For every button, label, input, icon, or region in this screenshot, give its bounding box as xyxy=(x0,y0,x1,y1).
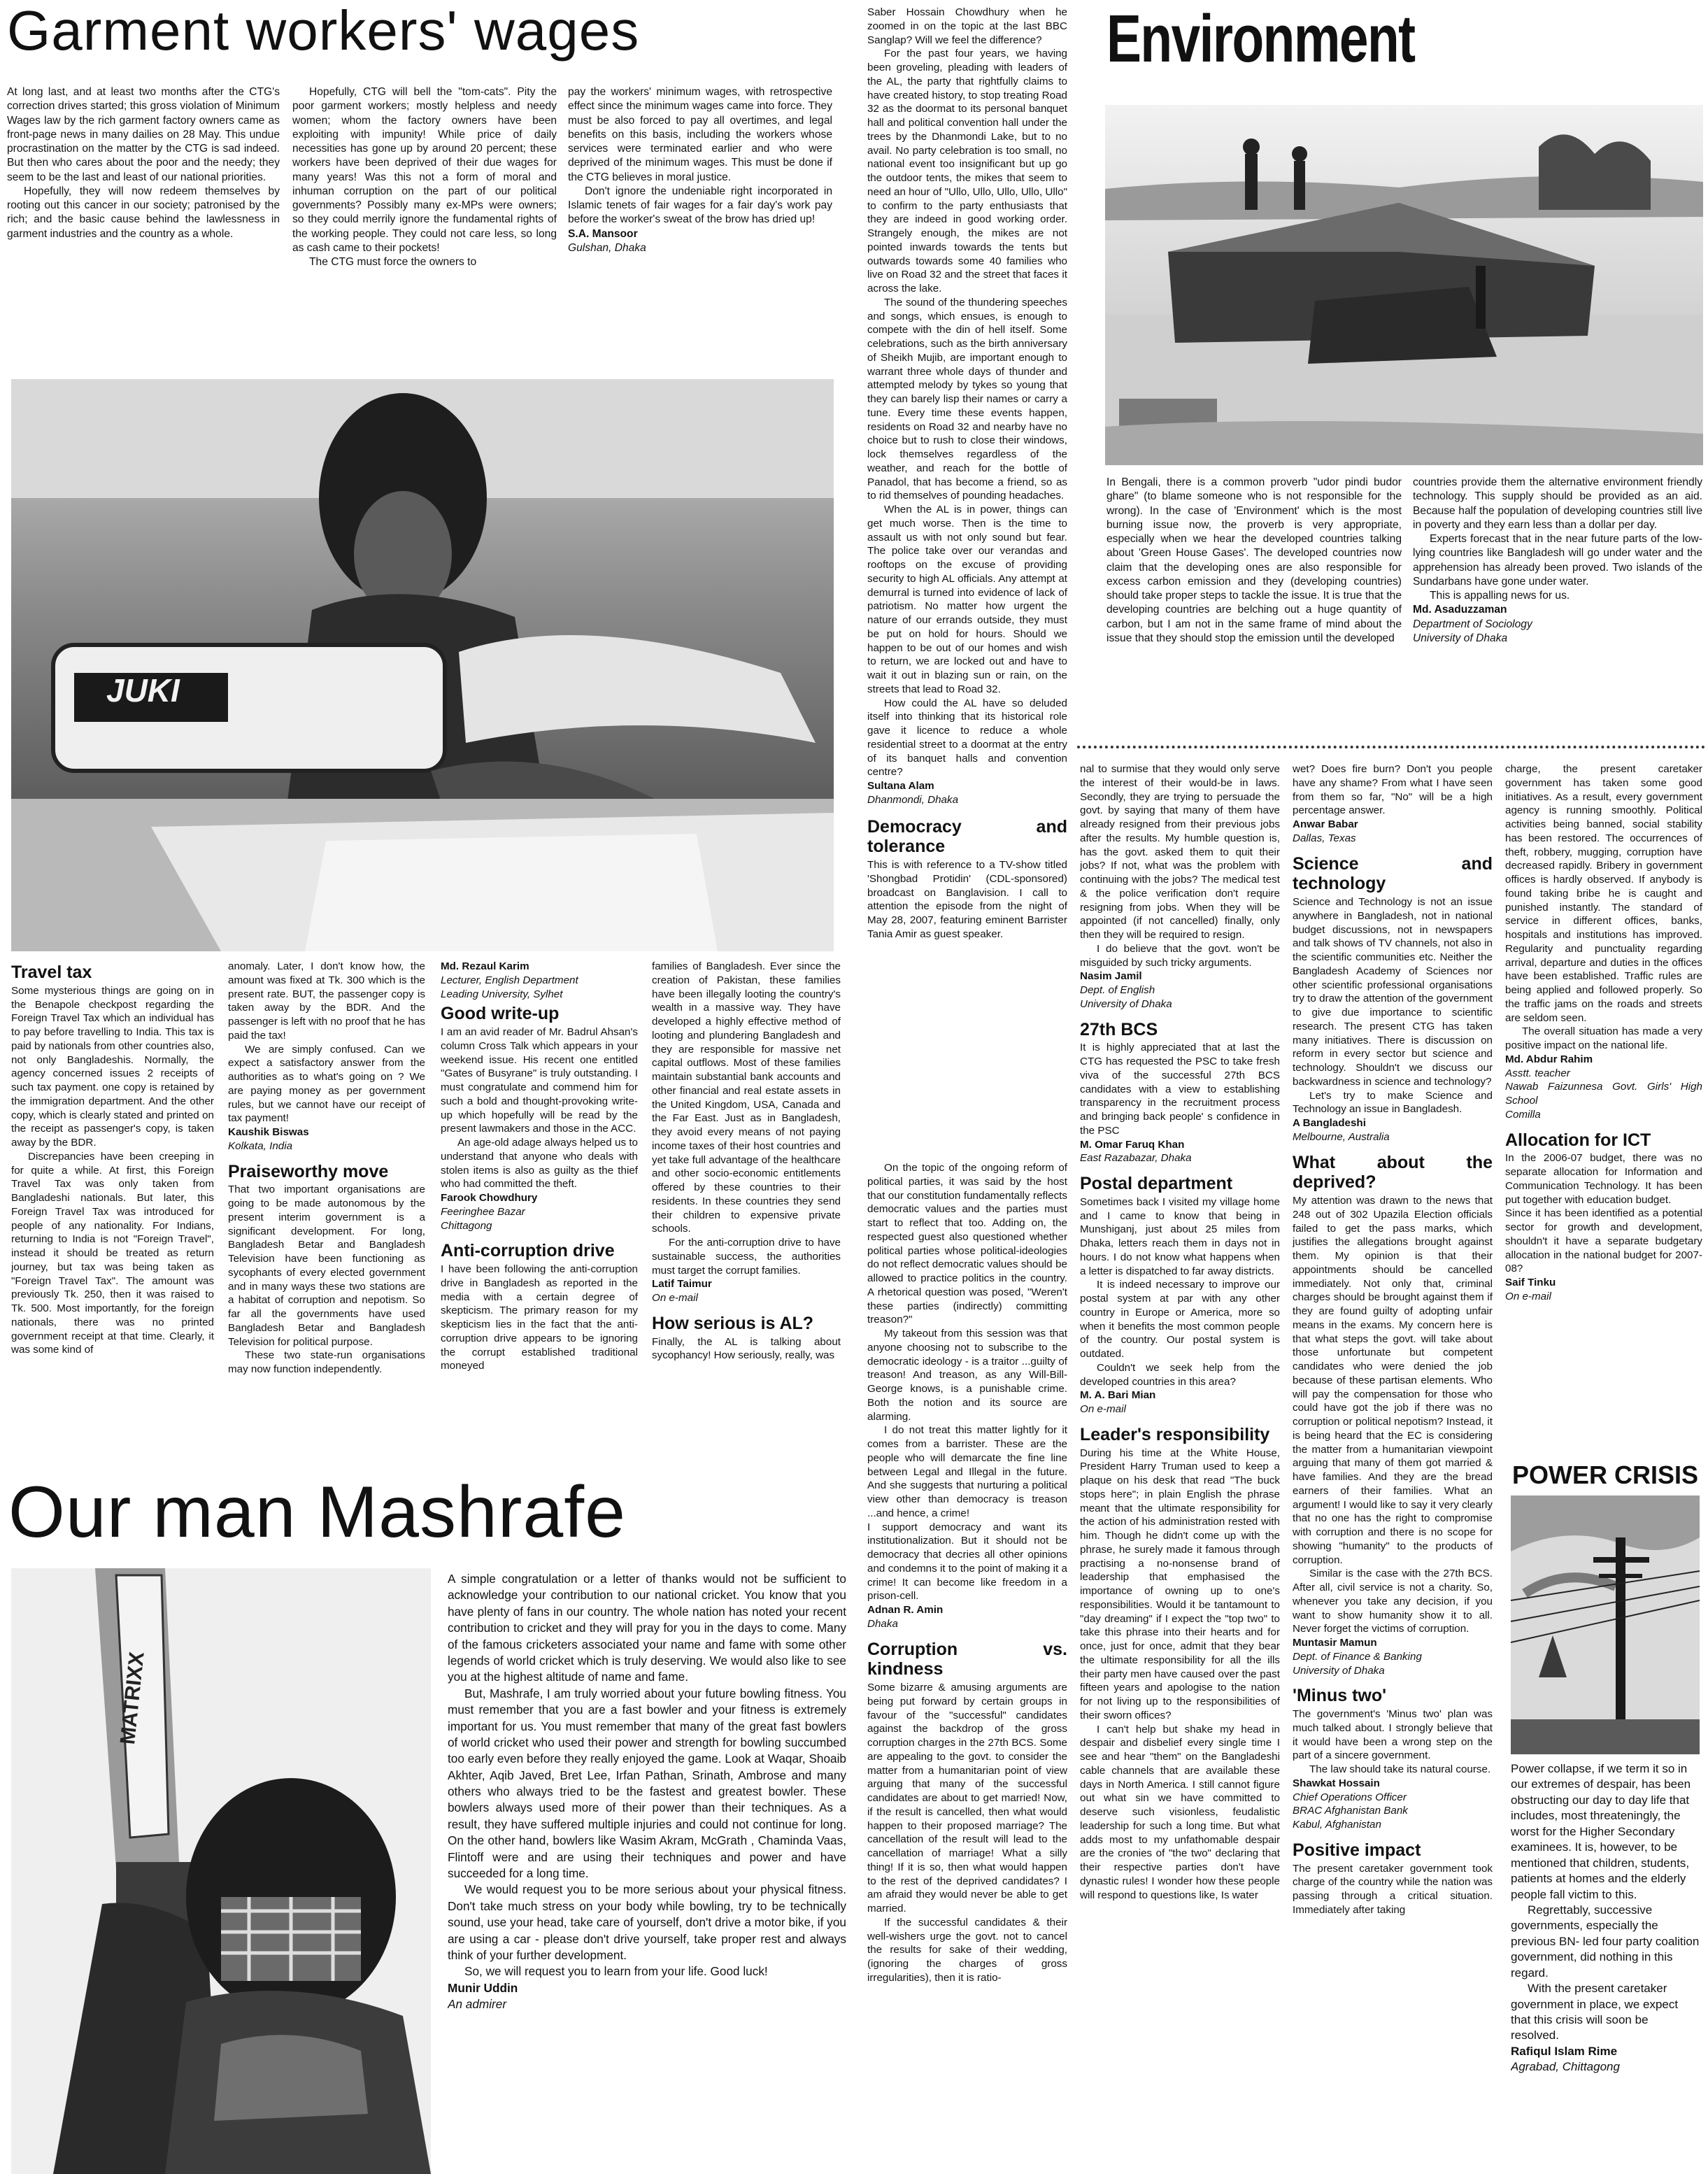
minus-title: 'Minus two' xyxy=(1293,1686,1387,1706)
science-para-2: Let's try to make Science and Technology an issue in Bangladesh. xyxy=(1293,1089,1493,1116)
section-divider xyxy=(1077,746,1705,748)
postal-location: On e-mail xyxy=(1080,1403,1126,1415)
goodwrite-location-1: Feeringhee Bazar xyxy=(441,1205,525,1218)
travel-location: Kolkata, India xyxy=(228,1139,293,1152)
travel-para-1: Some mysterious things are going on in the Benapole checkpost regarding the Foreign Travel Tax which an individual has to pay before travelling to India. This tax is paid by nationals from other countries also, not only Bangladeshis. Normally, the agency concerned issues 2 receipts of such tax payment. one copy is retained by the immigration department. And the other copy, which is clearly stated and printed on the receipt as passenger's copy, is taken away by the BDR. xyxy=(11,984,214,1149)
road32-para-3: The sound of the thundering speeches and songs, which ensues, is enough to compete with the din of hell itself. Some celebrations, such as the birth anniversary of Sheikh Mujib, are important enough to warrant three whole days of thunder and attempted melody by tykes so young that they can barely lisp their names or carry a tune. Every time these events happen, residents on Road 32 and nearby have no choice but to rush to close their windows, lock themselves regardless of the weather, and reach for the bottle of Panadol, that has become a friend, so as to rid themselves of pounding headaches. xyxy=(867,296,1067,502)
mashrafe-para-3: We would request you to be more serious about your physical fitness. Don't take much stress on your body while bowling, try to be technically sound, use your head, take care of yourself, don't drive a motor bike, if you are using a car - please don't drive yourself, take proper rest and always think of your further development. xyxy=(448,1882,846,1962)
minus-para-1: The government's 'Minus two' plan was much talked about. I strongly believe that it would have been a wrong step on the part of a sincere government. xyxy=(1293,1708,1493,1762)
garment-headline: Garment workers' wages xyxy=(7,0,640,62)
mashrafe-headline: Our man Mashrafe xyxy=(8,1472,626,1553)
positive-text: The present caretaker government took charge of the country while the nation was passing through a critical situation. Immediately after taking xyxy=(1293,1862,1493,1916)
environment-univ: University of Dhaka xyxy=(1413,632,1508,644)
nasim-dept: Dept. of English xyxy=(1080,984,1155,996)
kindness-para-1: Some bizarre & amusing arguments are being put forward by certain groups in favour of the "successful" candidates against the backdrop of the gross corruption charges in the 27th BCS. Some are appealing to the govt. to consider the matter from a humanitarian point of view arguing that many of the successful candidates are about to get married! Now, if the result is cancelled, then what would happen to their proposed marriage? The cancellation of the result will lead to the cancellation of marriage! What a silly thing! If it is so, then what would happen to the rest of the deprived candidates? I am afraid they would never be able to get married. xyxy=(867,1682,1067,1914)
bcs-location: East Razabazar, Dhaka xyxy=(1080,1152,1192,1165)
bcs-title: 27th BCS xyxy=(1080,1019,1158,1039)
goodwrite-para-1: I am an avid reader of Mr. Badrul Ahsan's column Cross Talk which appears in your weekend issue. His recent one entitled "Gates of Busyrane" is truly outstanding. I must congratulate and commend him for such a bold and thought-provoking write-up which hopefully will be read by the present lawmakers and those in the ACC. xyxy=(441,1026,638,1135)
power-para-1: Power collapse, if we term it so in our extremes of despair, has been obstructing our day to day life that includes, most threateningly, the worst for the Higher Secondary examinees. It is, however, to be mentioned that children, students, patients at homes and the elderly people fall victim to this. xyxy=(1511,1762,1691,1901)
road32-para-2: For the past four years, we having been groveling, pleading with leaders of the AL, the party that rightfully claims to have created history, to stop treating Road 32 as the doormat to its personal banquet hall and political convention hall under the trees by the Dhanmondi Lake, but to no avail. No party celebration is too small, no national event too insignificant but up go the outdoor tents, the mikes that seem to need an hour of "Ullo, Ullo, Ullo, Ullo, Ullo" to confirm to the party enthusiasts that they are indeed in good working order. Strangely enough, the mikes are not pointed inwards towards the tents but outwards towards some 40 families who live on Road 32 and the street that faces it across the lake. xyxy=(867,48,1067,294)
democracy-title: Democracy and tolerance xyxy=(867,816,1067,857)
power-location: Agrabad, Chittagong xyxy=(1511,2060,1620,2074)
karim-univ: Leading University, Sylhet xyxy=(441,988,563,1000)
anwar-author: Anwar Babar xyxy=(1293,818,1358,830)
democracy-col xyxy=(867,1161,1067,2174)
power-para-3: With the present caretaker government in place, we expect that this crisis will soon be resolved. xyxy=(1511,1982,1679,2042)
anticorr-author: Latif Taimur xyxy=(652,1278,712,1291)
travel-para-4: We are simply confused. Can we expect a satisfactory answer from the authorities as to what's going on ? We are paying money as per government rules, but we cannot have our receipt of tax payment! xyxy=(228,1043,425,1125)
environment-para-1: In Bengali, there is a common proverb "udor pindi budor ghare" (to blame someone who is not responsible for the wrong). In the case of 'Environment' which is the most burning issue now, the proverb is very appropriate, especially when we hear the developed countries talking about 'Green House Gases'. The developed countries now claim that the developing ones are also responsible for excess carbon emission and they (developing countries) should take proper steps to tackle the issue. It is true that the developing countries are belching out a huge quantity of carbon, but I am not in the same frame of mind about the issue that they should stop the emission until the developed xyxy=(1106,476,1402,644)
environment-para-2: countries provide them the alternative environment friendly technology. This supply should be provided as an aid. Because half the population of developing countries still live in poverty and they earn less than a dollar per day. xyxy=(1413,476,1702,531)
road32-author: Sultana Alam xyxy=(867,780,934,792)
travel-col xyxy=(11,960,214,1469)
mashrafe-para-1: A simple congratulation or a letter of thanks would not be sufficient to acknowledge your contribution to our national cricket. You know that you have plenty of fans in our country. The whole nation has noted your recent contribution to cricket and they will pray for you in the days to come. Many of the famous cricketers associated your name and fame with some other legends of world cricket which is truly deserving. We would also like to see you at the highest altitude of name and fame. xyxy=(448,1572,846,1684)
deprived-para-2: Similar is the case with the 27th BCS. After all, civil service is not a charity. So, whenever you take any decision, if you want to show humanity show it to all. Never forget the victims of corruption. xyxy=(1293,1568,1493,1635)
travel-para-3: anomaly. Later, I don't know how, the amount was fixed at Tk. 300 which is the present rate. BUT, the passenger copy is taken away by the BDR. And the passenger is left with no proof that he has paid the tax! xyxy=(228,960,425,1042)
democracy-para-4: I do not treat this matter lightly for it comes from a barrister. These are the people who will demarcate the fine line between Legal and Illegal in the future. And she suggests that nurturing a political view other than democracy is treason ...and hence, a crime! xyxy=(867,1424,1067,1519)
travel-para-2: Discrepancies have been creeping in for quite a while. At first, this Foreign Travel Tax was only taken from Bangladeshi nationals. But later, this Foreign Travel Tax was introduced for people of any nationality. For Indians, returning to India is not "Foreign Travel", instead it should be treated as return journey, but tax was being taken as "Foreign Travel Tax". The amount was previously Tk. 250, then it was raised to Tk. 500. Most importantly, for the foreign nationals, there was no printed government receipt at that time. Clearly, it was some kind of xyxy=(11,1150,214,1356)
environment-para-4: This is appalling news for us. xyxy=(1430,590,1570,602)
road32-para-5: How could the AL have so deluded itself into thinking that its historical role gave it licence to reduce a whole residential street to a doormat at the entry of its banquet halls and convention centre? xyxy=(867,697,1067,779)
garment-para-3: Hopefully, CTG will bell the "tom-cats". Pity the poor garment workers; mostly helpless and needy women; whom the factory owners have been exploiting with impunity! While price of daily necessities has gone up by around 20 percent; these workers have been deprived of their due wages for many years! Was this not a form of moral and inhuman corruption on the part of our political governments? Possibly many ex-MPs were owners; so they could merrily ignore the fundamental rights of the working people. They could not care less, so long as cash came to their pockets! xyxy=(292,86,557,254)
goodwrite-col xyxy=(441,960,638,1469)
postal-para-2: It is indeed necessary to improve our postal system at par with any other country in Europe or America, more so when it benefits the most common people of the country. Our postal system is outdated. xyxy=(1080,1279,1280,1360)
anwar-location: Dallas, Texas xyxy=(1293,832,1356,844)
col6-cont-1: nal to surmise that they would only serve the interest of their would-be in laws. Secondly, they are trying to persuade the govt. by saying that many of them have already resigned from their previous jobs after the results. My humble question is, has the govt. asked them to quit their jobs? If not, what was the problem with continuing with the jobs? The medical test & the police verification don't require resigning from jobs. When they will be appointed (if not cancelled) finally, only then they will be required to resign. xyxy=(1080,763,1280,941)
garment-para-4: The CTG must force the owners to xyxy=(309,256,477,269)
anticorr-para-2: families of Bangladesh. Ever since the creation of Pakistan, these families have been illegally looting the country's wealth in a massive way. They have developed a highly effective method of looting and plundering Bangladesh and they are responsible for massive net capital outflows. Most of these families maintain substantial bank accounts and other financial and real estate assets in the United Kingdom, USA, Canada and the Far East. Just as in Bangladesh, they avoid every means of not paying income taxes of their host countries and yet take full advantage of the healthcare and other socio-economic entitlements offered by these countries to their residents. In these countries they send their children to expensive private schools. xyxy=(652,960,841,1235)
mashrafe-para-4: So, we will request you to learn from your life. Good luck! xyxy=(464,1964,768,1979)
serious-text: Finally, the AL is talking about sycophancy! How seriously, really, was xyxy=(652,1335,841,1362)
ict-location: On e-mail xyxy=(1505,1290,1551,1302)
col7-cont: wet? Does fire burn? Don't you people have any shame? From what I have seen from them so far, "No" will be a high percentage answer. xyxy=(1293,763,1493,817)
rahim-role: Asstt. teacher xyxy=(1505,1067,1570,1079)
goodwrite-para-2: An age-old adage always helped us to understand that anyone who deals with stolen items is also as guilty as the thief who had committed the theft. xyxy=(441,1137,638,1191)
democracy-location: Dhaka xyxy=(867,1617,898,1630)
power-text xyxy=(1511,1761,1700,2174)
mashrafe-role: An admirer xyxy=(448,1997,507,2012)
praise-title: Praiseworthy move xyxy=(228,1161,389,1181)
anticorr-col xyxy=(652,960,841,1469)
science-location: Melbourne, Australia xyxy=(1293,1130,1390,1143)
deprived-para-1: My attention was drawn to the news that 248 out of 302 Upazila Election officials failed to get the pass marks, which justifies the allegations brought against them. My opinion is that their appointments should be cancelled immediately. Not only that, criminal charges should be brought against them if they are found guilty of adopting unfair means in the exams. My concern here is that what steps the govt. will take about those unfortunate but competent candidates who were denied the job because of these partisan elements. Who will pay the compensation for those who could have got the job if there was no corruption or political nepotism? Instead, it is being heard that the EC is considering the matter from a humanitarian viewpoint arguing that many of them got married & have families. And they are the bread earners of their families. What an argument! I would like to say it very clearly that no one has the right to compromise with corruption and there is no scope for showing "humanity" to the products of corruption. xyxy=(1293,1195,1493,1566)
environment-para-3: Experts forecast that in the near future parts of the low-lying countries like Bangladesh will go under water and the apprehension has already been proved. Two islands of the Sundarbans have gone under water. xyxy=(1413,533,1702,588)
minus-role: Chief Operations Officer xyxy=(1293,1791,1407,1803)
goodwrite-location-2: Chittagong xyxy=(441,1219,492,1232)
col8-para-2: The overall situation has made a very positive impact on the national life. xyxy=(1505,1025,1702,1051)
bcs-author: M. Omar Faruq Khan xyxy=(1080,1138,1185,1151)
rahim-place: Comilla xyxy=(1505,1108,1541,1121)
col8 xyxy=(1505,762,1702,1434)
mashrafe-author: Munir Uddin xyxy=(448,1980,518,1995)
travel-cont-col xyxy=(228,960,425,1469)
deprived-dept: Dept. of Finance & Banking xyxy=(1293,1650,1422,1663)
leader-para-2: I can't help but shake my head in despair and disbelief every single time I see and hear "them" on the Bangladeshi cable channels that are available these days in North America. I still cannot figure out what sin we have committed to deserve such visionless, feudalistic leadership for such a long time. But what adds most to my unfathomable despair are the cronies of "the two" declaring that their respective parties don't have dynastic rules! I wonder how these people will respond to questions like, Is water xyxy=(1080,1723,1280,1901)
power-para-2: Regrettably, successive governments, especially the previous BN- led four party coalition government, did nothing in this regard. xyxy=(1511,1903,1700,1980)
ict-para-2: Since it has been identified as a potential sector for growth and development, shouldn't it have a separate budgetary allocation in the national budget for 2007-08? xyxy=(1505,1207,1702,1275)
kindness-para-2: If the successful candidates & their well-wishers urge the govt. not to cancel the results for sake of their wedding, (ignoring the charges of gross irregularities), then it is ratio- xyxy=(867,1916,1067,1984)
democracy-author: Adnan R. Amin xyxy=(867,1604,944,1616)
power-pylon-photo xyxy=(1511,1495,1700,1754)
road32-para-1: Saber Hossain Chowdhury when he zoomed in on the topic at the last BBC Sanglap? Will we feel the difference? xyxy=(867,6,1067,46)
anticorr-title: Anti-corruption drive xyxy=(441,1241,615,1261)
science-title: Science and technology xyxy=(1293,853,1493,894)
positive-title: Positive impact xyxy=(1293,1840,1421,1860)
environment-flood-photo xyxy=(1105,105,1703,465)
power-title: POWER CRISIS xyxy=(1511,1461,1699,1489)
serious-title: How serious is AL? xyxy=(652,1313,814,1333)
environment-col-2 xyxy=(1413,476,1702,717)
science-author: A Bangladeshi xyxy=(1293,1117,1366,1129)
travel-author: Kaushik Biswas xyxy=(228,1126,309,1138)
road32-col xyxy=(867,6,1067,1153)
democracy-para-1: This is with reference to a TV-show titled 'Shongbad Protidin' (CDL-sponsored) broadcast on Banglavision. I call to attention the episode from the night of May 28, 2007, featuring eminent Barrister Tania Amir as guest speaker. xyxy=(867,859,1067,940)
karim-author: Md. Rezaul Karim xyxy=(441,960,529,972)
anticorr-para-3: For the anti-corruption drive to have sustainable success, the authorities must target the corrupt families. xyxy=(652,1237,841,1277)
praise-para-1: That two important organisations are going to be made autonomous by the present interim government is a significant development. For long, Bangladesh Betar and Bangladesh Television have been functioning as sycophants of every elected government and in many ways these two stations are a habitat of corruption and nepotism. So far all the governments have used Bangladesh Betar and Bangladesh Television for political purpose. xyxy=(228,1184,425,1348)
environment-title: Environment xyxy=(1106,1,1415,76)
rahim-author: Md. Abdur Rahim xyxy=(1505,1053,1593,1065)
col8-para-1: charge, the present caretaker government has taken some good initiatives. As a result, every government agency is running smoothly. Political activities being banned, social stability has been restored. The occurrences of theft, robbery, mugging, corruption have decreased rapidly. Bribery in government offices is hardly observed. If anybody is found taking bribe he is caught and punished instantly. The standard of service in different offices, banks, hospitals and institutions has improved. Regularity and punctuality regarding arrival, departure and duties in the offices have been established. Traffic rules are being applied and followed properly. So the traffic jams on the roads and streets are seldom seen. xyxy=(1505,763,1702,1024)
travel-title: Travel tax xyxy=(11,962,92,982)
garment-location: Gulshan, Dhaka xyxy=(568,241,646,254)
minus-location: Kabul, Afghanistan xyxy=(1293,1819,1381,1831)
anticorr-para-1: I have been following the anti-corruption drive in Bangladesh as reported in the media with a certain degree of skepticism. The primary reason for my skepticism lies in the fact that the anti-corruption drive appears to be ignoring the corrupt established traditional moneyed xyxy=(441,1263,638,1372)
rahim-school: Nawab Faizunnesa Govt. Girls' High School xyxy=(1505,1081,1702,1107)
environment-dept: Department of Sociology xyxy=(1413,618,1532,630)
road32-para-4: When the AL is in power, things can get much worse. Then is the time to assault us with not only sound but fear. The police take over our verandas and rooftops on the excuse of providing security to high AL officials. Any attempt at demurral is turned into evidence of lack of patriotism. No matter how urgent the nature of our errands outside, they must be put on hold for hours. Should we happen to be out of our homes and wish to return, we are locked out and have to wait it out in blazing sun or rain, on the streets that lead to Road 32. xyxy=(867,504,1067,695)
leader-para-1: During his time at the White House, President Harry Truman used to keep a plaque on his desk that read "The buck stops here"; in plain English the phrase meant that the ultimate responsibility for the action of his administration rested with him. Though he didn't come up with the phrase, he surely made it famous through practising a no-nonsense brand of leadership that emphasised the importance of owning up to one's responsibilities. Would it be tantamount to "day dreaming" if I expect the "top two" to take this phrase into their hearts and for once, just for once, admit that they bear the ultimate responsibility for all the ills their party men have caused over the past fifteen years and apologise to the nation for not living up to the responsibilities of their sworn offices? xyxy=(1080,1447,1280,1721)
nasim-author: Nasim Jamil xyxy=(1080,970,1142,983)
garment-col-3 xyxy=(568,85,832,351)
ict-title: Allocation for ICT xyxy=(1505,1130,1651,1150)
ict-author: Saif Tinku xyxy=(1505,1277,1556,1288)
garment-para-5: pay the workers' minimum wages, with retrospective effect since the minimum wages came into force. They must be also forced to pay all overtimes, and legal benefits on this basis, including the workers whose services were terminated earlier and who were deprived of the minimum wages. This must be done if the CTG believes in moral justice. xyxy=(568,86,832,183)
road32-location: Dhanmondi, Dhaka xyxy=(867,793,959,806)
democracy-para-2: On the topic of the ongoing reform of political parties, it was said by the host that our constitution fundamentally reflects democratic values and the parties must start to reflect that too. Adding on, the respected guest also questioned whether political parties whose political-ideologies do not reflect democratic values should be allowed to practice politics in the country. A rhetorical question was posed, "Weren't these parties (indirectly) committing treason?" xyxy=(867,1162,1067,1326)
garment-photo-brand: JUKI xyxy=(106,672,180,709)
deprived-univ: University of Dhaka xyxy=(1293,1664,1385,1677)
anticorr-location: On e-mail xyxy=(652,1292,698,1304)
democracy-para-3: My takeout from this session was that anyone choosing not to subscribe to the democratic ideology - is a traitor ...guilty of treason! And treason, as any Will-Bill-George knows, is a punishable crime. Both the notion and its source are alarming. xyxy=(867,1328,1067,1423)
garment-col-1 xyxy=(7,85,280,351)
minus-org: BRAC Afghanistan Bank xyxy=(1293,1805,1408,1817)
mashrafe-text xyxy=(448,1571,846,2174)
postal-title: Postal department xyxy=(1080,1174,1233,1193)
praise-para-2: These two state-run organisations may now function independently. xyxy=(228,1349,425,1375)
garment-para-1: At long last, and at least two months after the CTG's correction drives started; this gross violation of Minimum Wages law by the rich garment factory owners came as front-page news in many dailies on 28 May. This undue procrastination on the matter by the CTG is sad indeed. But then who cares about the poor and the needy; they seem to be the last and least of our national priorities. xyxy=(7,86,280,183)
ict-para-1: In the 2006-07 budget, there was no separate allocation for Information and Communication Technology. It has been put together with education budget. xyxy=(1505,1152,1702,1206)
garment-author: S.A. Mansoor xyxy=(568,227,638,240)
environment-col-1 xyxy=(1106,476,1402,717)
kindness-title: Corruption vs. kindness xyxy=(867,1639,1067,1679)
minus-para-2: The law should take its natural course. xyxy=(1309,1763,1491,1775)
mashrafe-photo xyxy=(11,1568,431,2174)
bcs-text: It is highly appreciated that at last the CTG has requested the PSC to take fresh viva of the successful 27th BCS candidates with a view to establishing transparency in the recruitment process and bringing back people' s confidence in the PSC xyxy=(1080,1042,1280,1137)
col7 xyxy=(1293,762,1493,2174)
nasim-univ: University of Dhaka xyxy=(1080,997,1172,1010)
garment-para-2: Hopefully, they will now redeem themselves by rooting out this cancer in our society; patronised by the rich; and the basic cause behind the lawlessness in garment industries and the country as a whole. xyxy=(7,185,280,240)
science-para-1: Science and Technology is not an issue anywhere in Bangladesh, not in national budget discussions, not in newspapers and talk shows of TV channels, not also in the scientific communities etc. Neither the Bangladesh Academy of Sciences nor other scientific professional organisations try to draw the attention of the government to give due importance to scientific research. The present CTG has taken many initiatives. There is discussion on reform in every sector but science and technology. Shouldn't we discuss our backwardness in science and technology? xyxy=(1293,896,1493,1088)
col6-cont-2: I do believe that the govt. won't be misguided by such tricky arguments. xyxy=(1080,942,1280,969)
col6 xyxy=(1080,762,1280,2174)
garment-photo xyxy=(11,379,834,951)
deprived-author: Muntasir Mamun xyxy=(1293,1637,1377,1649)
postal-para-3: Couldn't we seek help from the developed countries in this area? xyxy=(1080,1361,1280,1388)
power-box xyxy=(1511,1455,1700,2168)
karim-role: Lecturer, English Department xyxy=(441,974,578,986)
goodwrite-author: Farook Chowdhury xyxy=(441,1192,538,1204)
democracy-para-5: I support democracy and want its institutionalization. But it should not be democracy that decries all other opinions and condemns it to the point of making it a crime! It can become like freedom in a prison-cell. xyxy=(867,1521,1067,1603)
mashrafe-bat-brand: MATRIXX xyxy=(116,1650,149,1746)
goodwrite-title: Good write-up xyxy=(441,1004,560,1024)
environment-author: Md. Asaduzzaman xyxy=(1413,604,1507,616)
garment-para-6: Don't ignore the undeniable right incorporated in Islamic tenets of fair wages for a fair day's work pay before the worker's sweat of the brow has dried up! xyxy=(568,185,832,226)
mashrafe-para-2: But, Mashrafe, I am truly worried about your future bowling fitness. You must remember that you are a fast bowler and your fitness is extremely important for us. You must remember that many of the great fast bowlers of world cricket who used their power and strength for bowling succumbed too early even before they really enjoyed the game. Look at Waqar, Shoaib Akhter, Aqib Javed, Bret Lee, Irfan Pathan, Srinath, Ambrose and many others who always tried to be the fastest and greatest bowler. These bowlers always used more of their power than their techniques. As a result, they have suffered multiple injuries and could not continue for long. On the other hand, bowlers like Wasim Akram, McGrath , Chaminda Vaas, Flintoff were and are using their techniques and power and have succeeded for a long time. xyxy=(448,1686,846,1881)
leader-title: Leader's responsibility xyxy=(1080,1424,1270,1444)
postal-para-1: Sometimes back I visited my village home and I came to know that being in Munshiganj, just about 25 miles from Dhaka, letters reach them in days not in hours. I do not know what happens when a letter is dispatched to far away districts. xyxy=(1080,1195,1280,1277)
deprived-title: What about the deprived? xyxy=(1293,1152,1493,1193)
minus-author: Shawkat Hossain xyxy=(1293,1777,1380,1789)
garment-col-2 xyxy=(292,85,557,351)
postal-author: M. A. Bari Mian xyxy=(1080,1389,1156,1402)
power-author: Rafiqul Islam Rime xyxy=(1511,2044,1618,2058)
